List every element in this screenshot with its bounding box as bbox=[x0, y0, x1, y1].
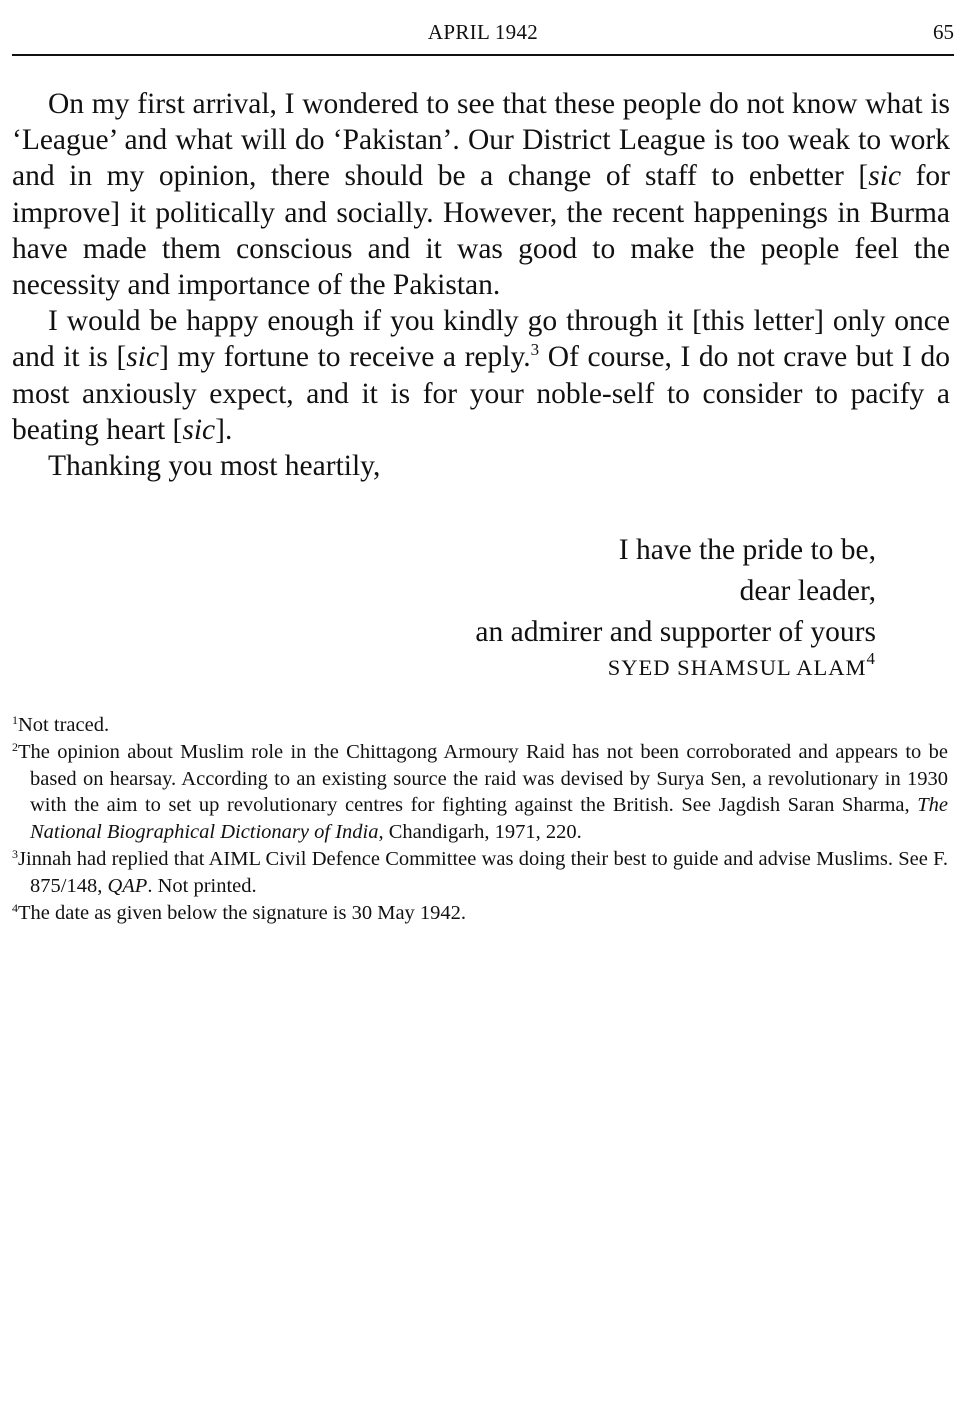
footnote-text: The date as given below the signature is 30 May 1942. bbox=[18, 901, 467, 924]
header-rule bbox=[12, 54, 954, 56]
paragraph-2-text-d: ]. bbox=[215, 413, 233, 446]
footnote-number: 2 bbox=[12, 739, 18, 754]
footnotes bbox=[12, 712, 948, 926]
letter-paragraph-1 bbox=[12, 86, 950, 303]
footnote-ref-4: 4 bbox=[866, 649, 876, 668]
footnote-text: The opinion about Muslim role in the Chittagong Armoury Raid has not been corroborated and appears to be based on hearsay. According to an existing source the raid was devised by Surya Sen, a revolutionary in 1930 with the aim to set up revolutionary centres for fighting against the British. See Jagdish Saran Sharma, bbox=[18, 740, 948, 817]
footnote-4 bbox=[12, 900, 948, 927]
running-header bbox=[12, 16, 954, 52]
paragraph-2-text-b: ] my fortune to receive a reply. bbox=[159, 341, 531, 374]
footnote-number: 1 bbox=[12, 713, 18, 727]
footnote-2 bbox=[12, 739, 948, 846]
closing-line-2: dear leader, bbox=[739, 575, 876, 607]
paragraph-2-text-c: Of course, I do not crave but I do most anxiously expect, and it is for your noble-self to consider to pacify a beating heart [ bbox=[12, 341, 950, 446]
closing-line-3: an admirer and supporter of yours bbox=[475, 616, 876, 648]
footnote-text: Not traced. bbox=[18, 714, 110, 736]
page-number: 65 bbox=[933, 20, 954, 44]
running-header-title: APRIL 1942 bbox=[427, 20, 539, 44]
letter-closing bbox=[475, 530, 876, 683]
sic-marker: sic bbox=[868, 160, 902, 193]
footnote-italic-title: QAP bbox=[107, 874, 148, 897]
footnote-ref-3: 3 bbox=[530, 340, 540, 360]
letter-body bbox=[12, 86, 950, 484]
footnote-text-tail: , Chandigarh, 1971, 220. bbox=[378, 821, 582, 844]
footnote-3 bbox=[12, 846, 948, 900]
sic-marker: sic bbox=[126, 341, 160, 374]
footnote-italic-title: The National Biographical Dictionary of India bbox=[30, 794, 948, 844]
footnote-text: Jinnah had replied that AIML Civil Defence Committee was doing their best to guide and advise Muslims. See F. 875/148, bbox=[18, 847, 948, 897]
sic-marker: sic bbox=[182, 413, 216, 446]
signatory-name bbox=[475, 649, 876, 683]
paragraph-1-text-a: On my first arrival, I wondered to see that these people do not know what is ‘League’ and what will do ‘Pakistan’. Our District League is too weak to work and in my opinion, there should be a change of staff to enbetter [ bbox=[12, 88, 950, 193]
footnote-number: 4 bbox=[12, 900, 18, 915]
footnote-1 bbox=[12, 712, 948, 739]
letter-paragraph-2 bbox=[12, 303, 950, 448]
paragraph-2-text-a: I would be happy enough if you kindly go through it [this letter] only once and it is [ bbox=[12, 305, 950, 374]
closing-line-1: I have the pride to be, bbox=[618, 534, 876, 566]
footnote-text-tail: . Not printed. bbox=[147, 874, 257, 897]
letter-paragraph-3: Thanking you most heartily, bbox=[48, 450, 381, 483]
paragraph-1-text-b: for improve] it politically and socially. However, the recent happenings in Burma have made them conscious and it was good to make the people feel the necessity and importance of the Pakistan. bbox=[12, 160, 950, 302]
footnote-number: 3 bbox=[12, 846, 18, 861]
signatory-name-text: SYED SHAMSUL ALAM bbox=[607, 655, 867, 680]
